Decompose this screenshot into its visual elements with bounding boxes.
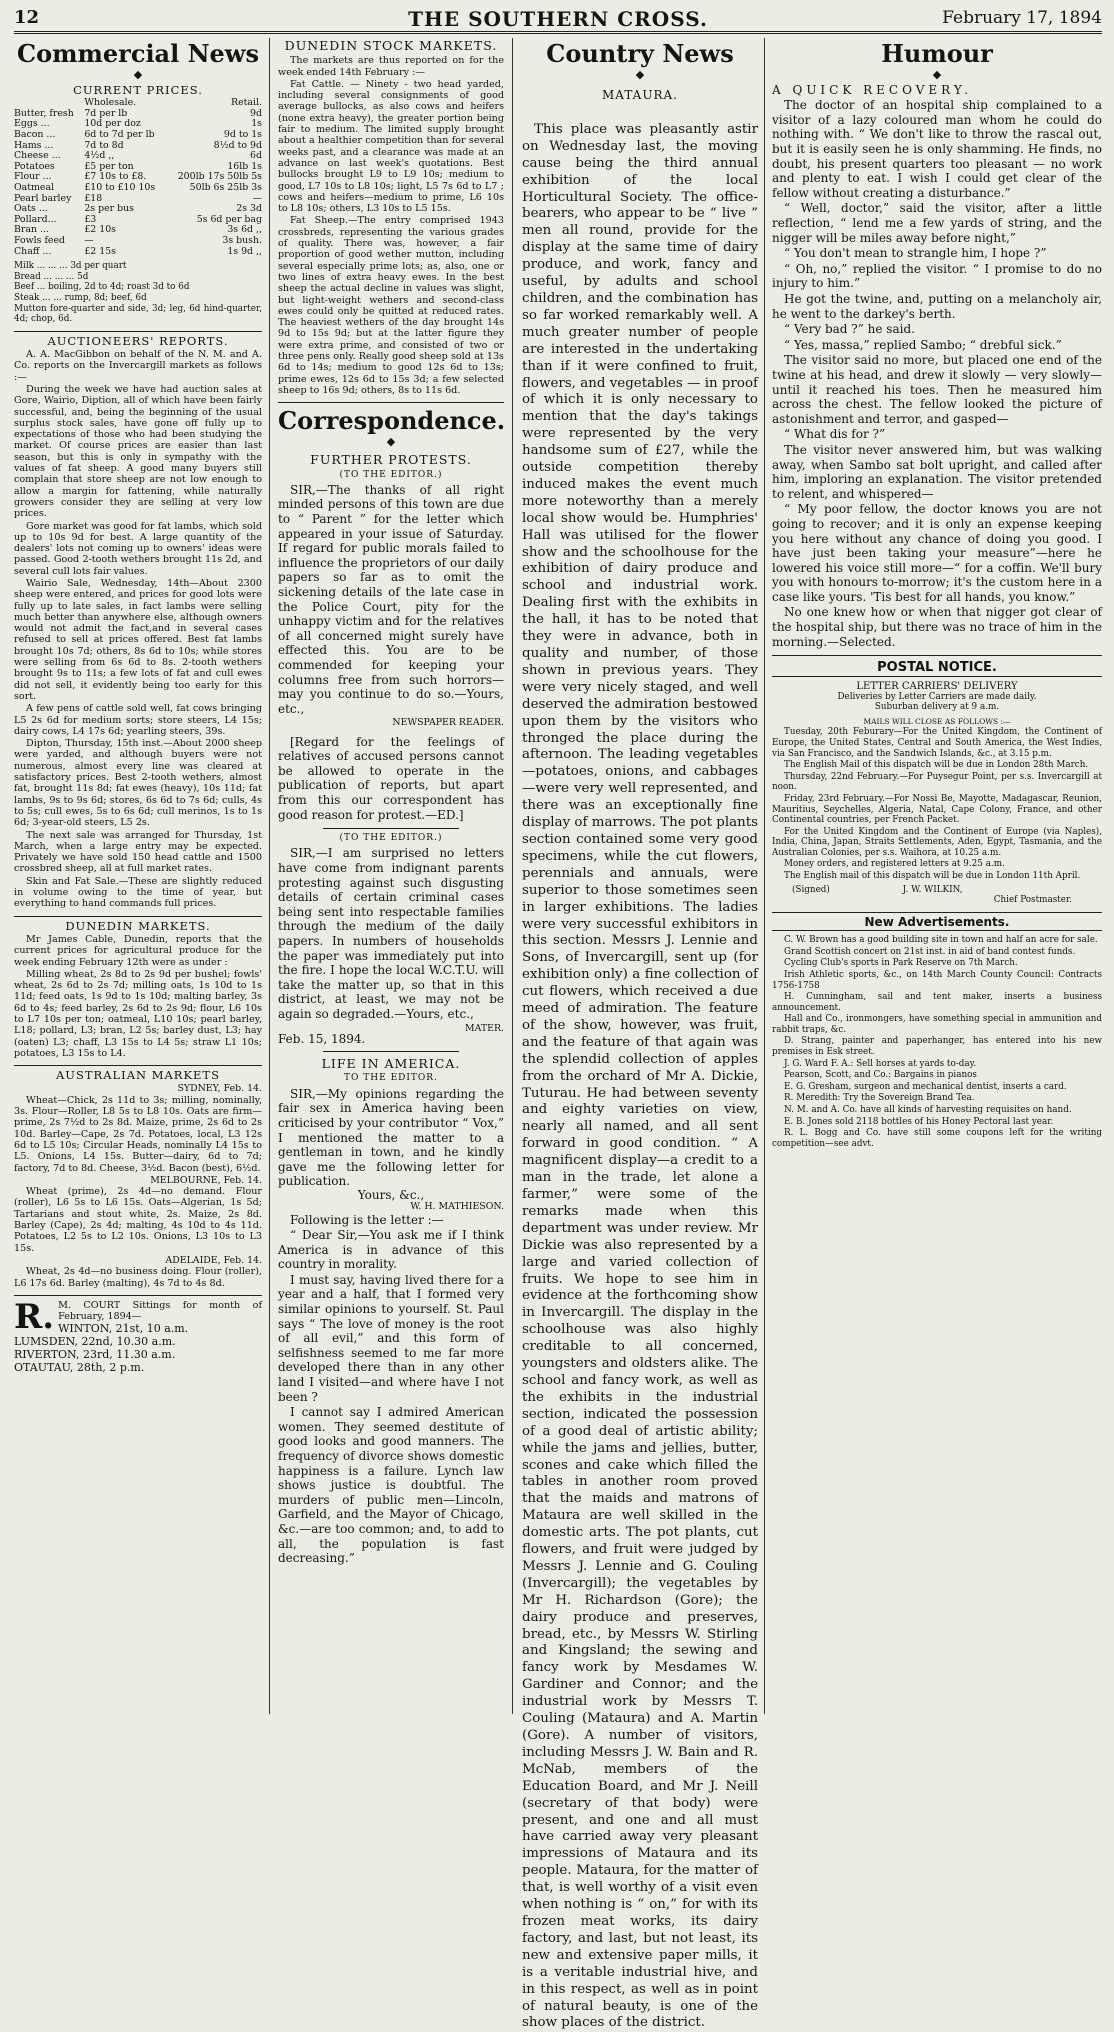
price-item: Hams ... [14, 139, 54, 151]
page-header [14, 6, 1102, 34]
price-item: Oatmeal [14, 182, 55, 194]
meat-price-line: Bread ... ... ... 5d [14, 271, 89, 282]
article-body [278, 55, 504, 396]
divider [14, 331, 262, 332]
retail-price: 1s [251, 118, 262, 130]
retail-price: — [252, 192, 262, 204]
article-title: FURTHER PROTESTS. [310, 452, 472, 468]
retail-price: 1s 9d ,, [227, 245, 262, 257]
meat-price-line: Milk ... ... ... 3d per quart [14, 261, 127, 272]
delivery-title: LETTER CARRIERS' DELIVERY [856, 680, 1018, 692]
paragraph: A. A. MacGibbon on behalf of the N. M. and A. Co. reports on the Invercargill markets as follows :— [14, 349, 262, 383]
mail-notice: Friday, 23rd February.—For Nossi Be, Mayotte, Madagascar, Reunion, Mauritius, Seychelles, Algeria, Natal, Cape Colony, France, and other Continental countries, per French Packet. [772, 793, 1102, 826]
market-place: MELBOURNE, Feb. 14. [150, 1174, 262, 1186]
postmaster-signature [772, 885, 1102, 906]
meat-price-line: Beef ... boiling, 2d to 4d; roast 3d to 6d [14, 282, 190, 293]
ornament-icon: ◆ [386, 435, 396, 449]
advertisement: E. G. Gresham, surgeon and mechanical dentist, inserts a card. [784, 1081, 1067, 1092]
table-header: Retail. [231, 97, 262, 109]
letter-date: Feb. 15, 1894. [278, 1031, 366, 1046]
paragraph: “ Yes, massa,” replied Sambo; “ drebful sick.” [784, 337, 1062, 352]
paragraph: This place was pleasantly astir on Wednesday last, the moving cause being the third annual exhibition of the local Horticultural Society. The office-bearers, who appear to be “ live ” men all round, provide for the display at the same time of dairy produce, and work, fancy and useful, by adults and school children, and the combination has so far worked remarkably well. A much greater number of people are interested in the undertaking than if it were confined to fruit, flowers, and vegetables — in proof of which it is only necessary to mention that the day's takings were represented by the very handsome sum of £27, while the outside competition thereby induced makes the event much more noteworthy than a merely local show would be. Humphries' Hall was utilised for the flower show and the schoolhouse for the exhibition of dairy produce and school and industrial work. Dealing first with the exhibits in the hall, it has to be noted that they were in advance, both in quality and number, of those shown in previous years. They were very nicely staged, and well deserved the admiration bestowed upon them by the visitors who thronged the place during the afternoon. The leading vegetables—potatoes, onions, and cabbages—were very well represented, and there was an exceptionally fine display of marrows. The pot plants section contained some very good specimens, while the cut flowers, perennials and annuals, were superior to those sometimes seen in larger exhibitions. The ladies were very successful exhibitors in this section. Messrs J. Lennie and Sons, of Invercargill, sent up (for exhibition only) a fine collection of cut flowers, which received a due meed of admiration. The feature of the show, however, was fruit, and the feature of that again was the splendid collection of apples from the orchard of Mr A. Dickie, Tuturau. He had between seventy and eighty varieties on view, nearly all named, and all sent forward in good condition. “ A magnificent display—a credit to a man in the trade, let alone a farmer,” were some of the remarks made when this department was under review. Mr Dickie was also represented by a large and varied collection of fruits. We hope to see him in evidence at the forthcoming show in Invercargill. The display in the schoolhouse was also highly creditable to all concerned, youngsters and oldsters alike. The school and fancy work, as well as the exhibits in the industrial section, indicated the possession of a good deal of artistic ability; while the jams and jellies, butter, scones and cake which filled the tables in another room proved that the maids and matrons of Mataura are well skilled in the domestic arts. The pot plants, cut flowers, and fruit were judged by Messrs J. Lennie and G. Couling (Invercargill); the vegetables by Mr H. Richardson (Gore); the dairy produce and preserves, bread, etc., by Messrs W. Stirling and Kingsland; the sewing and fancy work by Mesdames W. Gardiner and Connor; and the industrial work by Messrs T. Couling (Mataura) and A. Martin (Gore). A number of visitors, including Messrs J. W. Bain and R. McNab, members of the Education Board, and Mr J. Neill (secretary of that body) were present, and one and all must have carried away very pleasant impressions of Mataura and its people. Mataura, for the matter of that, is well worthy of a visit even when nothing is “ on,” for with its frozen meat works, its dairy factory, and last, but not least, its new and extensive paper mills, it is a veritable industrial hive, and in this respect, as well as in point of natural beauty, is one of the show places of the district. [522, 121, 758, 2031]
retail-price: 200lb 17s 50lb 5s [177, 171, 262, 183]
price-item: Pollard... [14, 213, 57, 225]
article-title: AUCTIONEERS' REPORTS. [47, 333, 229, 348]
mail-notice: The English Mail of this dispatch will be due in London 28th March. [784, 760, 1089, 771]
price-item: Pearl barley [14, 192, 72, 204]
divider [772, 912, 1102, 913]
paragraph: Wheat, 2s 4d—no business doing. Flour (roller), L6 17s 6d. Barley (malting), 4s 7d to 4s 8d. [14, 1266, 262, 1289]
advertisement: Pearson, Scott, and Co.: Bargains in pianos [784, 1070, 977, 1081]
postal-notice-title: POSTAL NOTICE. [877, 660, 997, 676]
editor-address: TO THE EDITOR. [344, 1073, 438, 1084]
price-item: Oats ... [14, 203, 48, 215]
court-sitting: LUMSDEN, 22nd, 10.30 a.m. [14, 1335, 176, 1349]
section-heading: Country News [546, 39, 734, 68]
article-body [772, 98, 1102, 649]
retail-price: 16lb 1s [227, 160, 262, 172]
section-heading: Humour [881, 39, 993, 68]
wholesale-price: £2 10s [84, 224, 116, 236]
divider [772, 655, 1102, 656]
article-title: DUNEDIN MARKETS. [65, 918, 211, 933]
advertisement: R. Meredith: Try the Sovereign Brand Tea. [784, 1093, 975, 1104]
article-title: LIFE IN AMERICA. [321, 1056, 461, 1072]
paragraph: The doctor of an hospital ship complained to a visitor of a lazy coloured man whom he could do nothing with. “ We don't like to throw the rascal out, but it is easily seen he is only shamming. He finds, no doubt, his present quarters too pleasant — no work and plenty to eat. I wish I could get clear of the fellow without creating a disturbance.” [772, 98, 1102, 200]
retail-price: 50lb 6s 25lb 3s [189, 182, 262, 194]
drop-cap: R. [14, 1296, 55, 1337]
page-number: 12 [14, 7, 40, 28]
newspaper-title: THE SOUTHERN CROSS. [408, 7, 708, 31]
delivery-line: Deliveries by Letter Carriers are made daily. [837, 691, 1037, 702]
divider [278, 402, 504, 403]
price-item: Cheese ... [14, 150, 61, 162]
wholesale-price: £18 [84, 192, 103, 204]
article-title: A QUICK RECOVERY. [772, 83, 973, 97]
price-item: Bran ... [14, 224, 49, 236]
market-place: SYDNEY, Feb. 14. [177, 1083, 262, 1095]
letter-text: “ Dear Sir,—You ask me if I think America is in advance of this country in morality. [278, 1228, 504, 1272]
table-row [14, 236, 262, 247]
court-notice [14, 1296, 262, 1375]
price-item: Chaff ... [14, 245, 52, 257]
paragraph: Gore market was good for fat lambs, which sold up to 10s 9d for best. A large quantity of the dealers' lots not coming up to owners' ideas were passed. Good 2-tooth wethers brought 11s 2d, and several cull lots fair values. [14, 520, 262, 577]
paragraph: Wheat—Chick, 2s 11d to 3s; milling, nominally, 3s. Flour—Roller, L8 5s to L8 10s. Oats are firm—prime, 2s 7½d to 2s 8d. Maize, prime, 2s 6d to 2s 10d. Barley—Cape, 2s 7d. Potatoes, local, L3 12s 6d to L5 10s; Circular Heads, nominally L4 15s to L5. Onions, L4 15s. Butter—dairy, 6d to 7d; factory, 7d to 8d. Cheese, 3½d. Bacon (best), 6½d. [14, 1094, 262, 1174]
meat-price-line: Mutton fore-quarter and side, 3d; leg, 6d hind-quarter, 4d; chop, 6d. [14, 303, 262, 325]
court-sitting: WINTON, 21st, 10 a.m. [58, 1322, 189, 1336]
letter-text: SIR,—The thanks of all right minded persons of this town are due to “ Parent ” for the letter which appeared in your issue of Saturday. If regard for public morals failed to influence the proprietors of our daily papers so far as to omit the sickening details of the late case in the Police Court, pity for the unhappy victim and for the relatives of all concerned might surely have effected this. You are to be commended for keeping your columns free from such horrors—may you continue to do so.—Yours, etc., [278, 482, 504, 716]
paragraph: The markets are thus reported on for the week ended 14th February :— [278, 55, 504, 78]
meat-prices [14, 261, 262, 325]
article-title: AUSTRALIAN MARKETS [56, 1068, 220, 1083]
mails-heading: MAILS WILL CLOSE AS FOLLOWS :— [863, 717, 1011, 727]
wholesale-price: £3 [84, 213, 97, 225]
paragraph: Skin and Fat Sale.—These are slightly reduced in volume owing to the time of year, but everything to hand commands full prices. [14, 875, 262, 910]
paragraph: The next sale was arranged for Thursday, 1st March, when a large entry may be expected. Privately we have sold 150 head cattle and 1500 crossbred sheep, all at full market rates. [14, 829, 262, 875]
letter-text: SIR,—I am surprised no letters have come from indignant parents protesting against such disgusting details of certain criminal cases being sent into respectable families through the medium of the daily papers. In numbers of households the paper was immediately put into the fire. I hope the local W.C.T.U. will take the matter up, so that in this district, at least, we may not be again so degraded.—Yours, etc., [278, 846, 504, 1021]
table-row [14, 247, 262, 258]
column-rule [512, 38, 513, 1714]
article-body [14, 1083, 262, 1288]
ornament-icon: ◆ [932, 68, 942, 81]
ornament-icon: ◆ [635, 68, 645, 81]
paragraph: “ Oh, no,” replied the visitor. “ I promise to do no injury to him.” [772, 261, 1102, 291]
wholesale-price: — [84, 235, 94, 247]
table-row [14, 194, 262, 205]
paragraph: “ You don't mean to strangle him, I hope ?” [784, 246, 1047, 261]
wholesale-price: 10d per doz [84, 118, 141, 130]
editor-address: (TO THE EDITOR.) [339, 833, 443, 844]
court-sitting: RIVERTON, 23rd, 11.30 a.m. [14, 1348, 176, 1362]
mail-notice: Money orders, and registered letters at 9.25 a.m. [784, 859, 1005, 870]
column-stock-correspondence [278, 38, 504, 1714]
signed-label: (Signed) [792, 884, 830, 895]
article-title: CURRENT PRICES. [73, 83, 203, 97]
letter-closing: Yours, &c., [357, 1187, 425, 1202]
divider [14, 916, 262, 917]
section-heading: Correspondence. [278, 406, 506, 436]
price-item: Butter, fresh [14, 107, 74, 119]
paragraph: The visitor said no more, but placed one end of the twine at his head, and drew it slowly — very slowly—until it reached his toes. Then he measured him across the chest. The fellow looked the picture of astonishment and terror, and gasped— [772, 353, 1102, 426]
column-country-news [522, 38, 758, 2031]
mail-notice: The English mail of this dispatch will be due in London 11th April. [784, 871, 1081, 882]
table-row [14, 215, 262, 226]
price-item: Fowls feed [14, 235, 66, 247]
article-title: DUNEDIN STOCK MARKETS. [284, 38, 498, 53]
divider [772, 676, 1102, 677]
retail-price: 3s 6d ,, [227, 224, 262, 236]
paragraph: “ My poor fellow, the doctor knows you are not going to recover; and it is only an expense keeping you here without any chance of doing you good. I have just been taking your measure”—here he lowered his voice still more—“ for a coffin. We'll bury you with honours to-morrow; it's the custom here in a case like yours. 'Tis best for all hands, you know.” [772, 502, 1102, 604]
wholesale-price: £10 to £10 10s [84, 182, 156, 194]
column-rule [269, 38, 270, 1714]
column-rule [764, 38, 765, 1714]
advertisements-list [772, 935, 1102, 1149]
letter-text: Following is the letter :— [290, 1212, 444, 1227]
price-item: Potatoes [14, 160, 55, 172]
advertisement: R. L. Bogg and Co. have still some coupons left for the writing competition—see advt. [772, 1128, 1102, 1149]
advertisement: E. B. Jones sold 2118 bottles of his Honey Pectoral last year. [784, 1116, 1054, 1127]
price-item: Bacon ... [14, 129, 56, 141]
divider [323, 1051, 459, 1052]
signer-role: Chief Postmaster. [993, 895, 1072, 906]
column-commercial [14, 38, 262, 1714]
paragraph: “ What dis for ?” [784, 427, 886, 442]
price-table [14, 98, 262, 257]
letter-text: SIR,—My opinions regarding the fair sex in America having been criticised by your contributor “ Vox,” I mentioned the matter to a gentleman in town, and he kindly gave me the following letter for publication. [278, 1086, 504, 1189]
retail-price: 9d [250, 107, 262, 119]
paragraph: During the week we have had auction sales at Gore, Wairio, Diption, all of which have been fairly successful, and, being the beginning of the usual surplus stock sales, have gone off fully up to expectations of those who had been studying the market. Of course prices are easier than last season, but this is only in sympathy with the values of fat sheep. A good many buyers still complain that store sheep are not low enough to allow a margin for fattening, while naturally growers consider they are selling at very low prices. [14, 383, 262, 520]
letter-text: I cannot say I admired American women. They seemed destitute of good looks and good manners. The frequency of divorce shows domestic happiness is a failure. Lynch law shows justice is doubtful. The murders of public men—Lincoln, Garfield, and the Mayor of Chicago, &c.—are too common; and, to add to all, the population is fast decreasing.” [278, 1405, 504, 1566]
advertisement: Cycling Club's sports in Park Reserve on 7th March. [784, 958, 1018, 969]
advertisement: Irish Athletic sports, &c., on 14th March County Council: Contracts 1756-1758 [772, 969, 1102, 991]
paragraph: Dipton, Thursday, 15th inst.—About 2000 sheep were yarded, and although buyers were not numerous, almost every line was cleared at satisfactory prices. Best 2-tooth wethers, almost fat, brought 11s 8d; fat ewes (heavy), 10s 11d; fat lambs, 9s to 9s 6d; stores, 6s 6d to 7s 6d; culls, 4s to 5s; cull ewes, 5s to 6s 6d; cull merinos, 1s to 1s 6d; 3-year-old steers, L5 2s. [14, 738, 262, 829]
wholesale-price: £7 10s to £8. [84, 171, 147, 183]
wholesale-price: 4½d ,, [84, 150, 115, 162]
divider [14, 1065, 262, 1066]
delivery-line: Suburban delivery at 9 a.m. [874, 702, 1000, 713]
article-body [14, 934, 262, 1059]
paragraph: Milling wheat, 2s 8d to 2s 9d per bushel; fowls' wheat, 2s 6d to 2s 7d; milling oats, 1s 10d to 1s 11d; feed oats, 1s 9d to 1s 10d; malting barley, 3s 6d to 4s; feed barley, 2s 6d to 2s 9d; flour, L6 10s to L7 10s per ton; oatmeal, L10 10s; pearl barley, L18; pollard, L3; bran, L2 5s; barley dust, L3; hay (oaten) L3; chaff, L3 15s to L4 5s; straw L1 10s; potatoes, L3 15s to L4. [14, 968, 262, 1059]
market-place: ADELAIDE, Feb. 14. [165, 1254, 262, 1266]
advertisement: C. W. Brown has a good building site in town and half an acre for sale. [784, 935, 1098, 946]
retail-price: 8½d to 9d [213, 139, 262, 151]
paragraph: He got the twine, and, putting on a melancholy air, he went to the darkey's berth. [772, 292, 1102, 321]
advertisement: J. G. Ward F. A.: Sell horses at yards to-day. [784, 1058, 977, 1069]
wholesale-price: 7d to 8d [84, 139, 124, 151]
retail-price: 6d [250, 150, 262, 162]
paragraph: A few pens of cattle sold well, fat cows bringing L5 2s 6d for medium sorts; store steers, L4 15s; dairy cows, L4 17s 6d; yearling steers, 39s. [14, 703, 262, 737]
letter-signature: W. H. MATHIESON. [410, 1201, 504, 1213]
wholesale-price: 6d to 7d per lb [84, 129, 155, 141]
advertisements-title: New Advertisements. [864, 914, 1010, 929]
paragraph: Wheat (prime), 2s 4d—no demand. Flour (roller), L6 5s to L6 15s. Oats—Algerian, 1s 5d; Tartarians and stout white, 2s. Maize, 2s 8d. Barley (Cape), 2s 4d; malting, 4s 10d to 4s 11d. Potatoes, L2 5s to L2 10s. Onions, L3 10s to L3 15s. [14, 1186, 262, 1254]
paragraph: Fat Sheep.—The entry comprised 1943 crossbreds, representing the various grades of quality. There was, however, a fair proportion of good wether mutton, including several especially prime lots; as, also, one or two lines of extra heavy ewes. In the best sheep the actual decline in values was slight, but light-weight wethers and second-class ewes could only be quitted at reduced rates. The heaviest wethers of the day brought 14s 9d to 15s 9d; but at the latter figure they were extra prime, and consisted of two or three pens only. Really good sheep sold at 13s 6d to 14s; medium to good 12s 6d to 13s; prime ewes, 12s 6d to 15s 3d; a few selected sheep to 16s 9d; others, 8s to 11s 6d. [278, 215, 504, 396]
letter-text: I must say, having lived there for a year and a half, that I formed very similar opinions to yourself. St. Paul says “ The love of money is the root of all evil,” and this form of selfishness seemed to me far more developed there than in any other land I visited—and where have I not been ? [278, 1272, 504, 1404]
column-humour-notices [772, 38, 1102, 1714]
wholesale-price: £5 per ton [84, 160, 134, 172]
issue-date: February 17, 1894 [942, 8, 1102, 28]
meat-price-line: Steak ... ... rump, 8d; beef, 6d [14, 292, 147, 303]
wholesale-price: 7d per lb [84, 107, 128, 119]
retail-price: 5s 6d per bag [196, 213, 262, 225]
mails-list [772, 727, 1102, 881]
paragraph: “ Very bad ?” he said. [784, 322, 915, 337]
table-header: Wholesale. [84, 97, 137, 109]
retail-price: 9d to 1s [223, 129, 262, 141]
letter-signature: MATER. [465, 1022, 504, 1034]
section-heading: Commercial News [17, 39, 259, 68]
letter-signature: NEWSPAPER READER. [392, 717, 504, 729]
paragraph: The visitor never answered him, but was walking away, when Sambo sat bolt upright, and called after him, imploring an explanation. The visitor pretended to relent, and whispered— [772, 442, 1102, 501]
paragraph: No one knew how or when that nigger got clear of the hospital ship, but there was no trace of him in the morning.—Selected. [772, 605, 1102, 649]
article-body [14, 349, 262, 910]
advertisement: Grand Scottish concert on 21st inst. in aid of band contest funds. [784, 946, 1076, 957]
divider [323, 828, 459, 829]
paragraph: “ Well, doctor,” said the visitor, after a little reflection, “ lend me a few yards of string, and the nigger will be miles away before night,” [772, 201, 1102, 245]
mail-notice: Tuesday, 20th Feburary—For the United Kingdom, the Continent of Europe, the United States, Central and South America, the West Indies, via San Francisco, and the Sandwich Islands, &c., at 3.15 p.m. [772, 727, 1102, 759]
retail-price: 3s bush. [222, 235, 262, 247]
court-sitting: OTAUTAU, 28th, 2 p.m. [14, 1361, 145, 1375]
signer-name: J. W. WILKIN, [902, 884, 963, 895]
editor-note: [Regard for the feelings of relatives of accused persons cannot be allowed to operate in the publication of reports, but apart from this our correspondent has good reason for protest.—ED.] [278, 734, 504, 822]
divider [772, 930, 1102, 931]
paragraph: Fat Cattle. — Ninety - two head yarded, including several consignments of good average bullocks, as also cows and heifers (none extra heavy), the greater portion being fair to medium. The limited supply brought about a healthier competition than for several weeks past, and a clearance was made at an advance on last week's quotations. Best bullocks brought L9 to L9 10s; medium to good, L7 10s to L8 10s; light, L5 7s 6d to L7 ; cows and heifers—medium to prime, L6 10s to L8 10s; others, L3 10s to L5 15s. [278, 78, 504, 215]
mail-notice: For the United Kingdom and the Continent of Europe (via Naples), India, China, Japan, Straits Settlements, Aden, Egypt, Tasmania, and the Australian Colonies, per s.s. Waihora, at 10.25 a.m. [772, 826, 1102, 858]
court-intro: M. COURT Sittings for month of February, 1894— [58, 1299, 262, 1323]
advertisement: D. Strang, painter and paperhanger, has entered into his new premises in Esk street. [772, 1036, 1102, 1058]
price-item: Flour ... [14, 171, 52, 183]
price-item: Eggs ... [14, 118, 50, 130]
paragraph: Wairio Sale, Wednesday, 14th—About 2300 sheep were entered, and prices for good lots were fully up to late sales, in fact lambs were selling much better than anywhere else, although owners would not admit the fact,and in several cases refused to sell at prices offered. Best fat lambs brought 10s 7d; others, 8s 6d to 10s; while stores were selling from 6s 6d to 8s. 2-tooth wethers brought 9s to 11s; a few lots of fat and cull ewes did not sell, it evidently being too early for this sort. [14, 578, 262, 702]
article-title: MATAURA. [602, 88, 678, 102]
advertisement: H. Cunningham, sail and tent maker, inserts a business announcement. [772, 992, 1102, 1013]
editor-address: (TO THE EDITOR.) [339, 469, 443, 480]
retail-price: 2s 3d [236, 203, 262, 215]
ornament-icon: ◆ [133, 68, 143, 81]
paragraph: Mr James Cable, Dunedin, reports that the current prices for agricultural produce for the week ending February 12th were as under : [14, 933, 262, 968]
divider [14, 1295, 262, 1296]
advertisement: N. M. and A. Co. have all kinds of harvesting requisites on hand. [784, 1105, 1072, 1116]
wholesale-price: 2s per bus [84, 203, 134, 215]
advertisement: Hall and Co., ironmongers, have something special in ammunition and rabbit traps, &c. [772, 1014, 1102, 1035]
mail-notice: Thursday, 22nd February.—For Puysegur Point, per s.s. Invercargill at noon. [772, 771, 1102, 793]
wholesale-price: £2 15s [84, 245, 116, 257]
article-body [522, 122, 758, 2032]
